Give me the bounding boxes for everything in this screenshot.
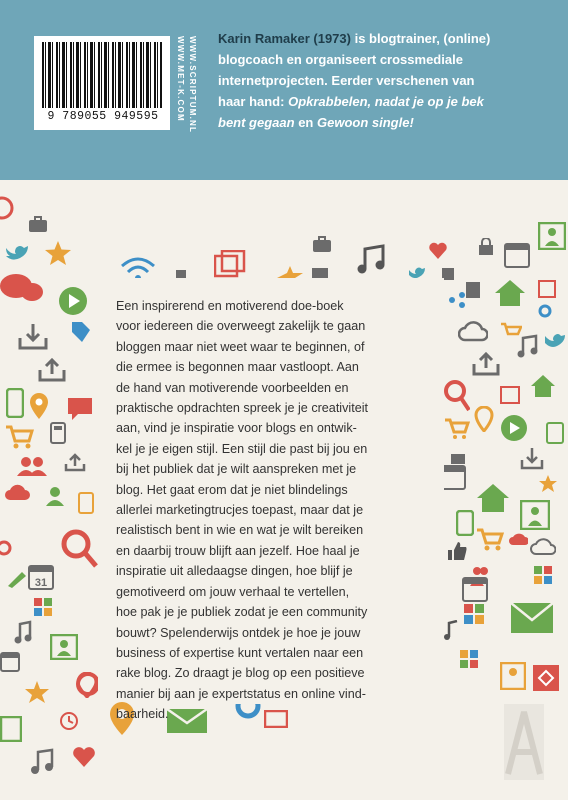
music-note-icon <box>14 620 32 644</box>
apps-grid-3-icon <box>464 604 484 624</box>
magnifier-icon <box>60 528 98 568</box>
blurb-line: business of expertise kunt vertalen naar een <box>116 645 364 660</box>
apps-grid-4-icon <box>460 650 478 668</box>
smartphone-3-icon <box>456 510 474 536</box>
author-name: Karin Ramaker (1973) <box>218 31 351 46</box>
search-icon <box>0 540 16 560</box>
music-note-2-icon <box>30 748 54 774</box>
star-icon <box>44 240 72 266</box>
heart-icon <box>72 746 96 768</box>
map-marker-icon <box>28 392 50 420</box>
upload-icon <box>64 452 86 472</box>
blurb-line: bouwt? Spelenderwijs ontdek je hoe je jouw <box>116 625 361 640</box>
cloud-upload-2-icon <box>508 530 528 548</box>
url-met-k: WWW.MET-K.COM <box>176 36 185 122</box>
blurb-line: de hand van motiverende voorbeelden en <box>116 380 349 395</box>
contact-card-icon <box>78 492 94 514</box>
shopping-cart-icon <box>4 424 34 450</box>
id-badge-icon <box>466 282 480 298</box>
user-icon <box>46 486 64 506</box>
music-note-4-icon <box>516 334 538 358</box>
heart-2-icon <box>428 242 448 260</box>
download-tray-icon <box>18 322 48 350</box>
blurb-line: kel je je eigen stijl. Een stijl die past bij jou en <box>116 441 368 456</box>
calendar-icon <box>28 562 54 590</box>
cart-4-icon <box>476 528 504 552</box>
home-2-icon <box>530 374 556 398</box>
bio-line-1: is blogtrainer, (online) <box>350 31 491 46</box>
share-icon <box>448 292 466 308</box>
envelope-icon <box>510 602 554 634</box>
thumbs-up-icon <box>446 540 468 562</box>
book-title-1-cont: bent gegaan <box>218 115 295 130</box>
photos-icon <box>214 250 246 278</box>
video-3-icon <box>538 222 566 250</box>
speech-bubble-icon <box>66 394 94 422</box>
blurb-line: baarheid. <box>116 707 169 722</box>
location-pin-icon <box>0 196 16 224</box>
blurb-line: en daarbij trouw blijft aan jezelf. Hoe haal je <box>116 543 360 558</box>
author-bio <box>218 28 548 133</box>
blurb-line: voor iedereen die overweegt zakelijk te gaan <box>116 319 366 334</box>
blurb-line: manier bij aan je expertstatus en online vind- <box>116 686 366 701</box>
video-5-icon <box>500 662 526 690</box>
barcode-bars <box>42 42 162 108</box>
calendar-4-icon <box>462 574 488 602</box>
blurb-line: rake blog. Zo draagt je blog op een positieve <box>116 666 365 681</box>
bio-line-3: internetprojecten. Eerder verschenen van <box>218 73 475 88</box>
book-title-1: Opkrabbelen, nadat je op je bek <box>288 94 484 109</box>
bio-connector: en <box>294 115 317 130</box>
video-4-icon <box>520 500 550 530</box>
blurb-line: aan, vind je inspiratie voor blogs en ontwik- <box>116 421 357 436</box>
bio-line-4: haar hand: <box>218 94 289 109</box>
upload-tray-2-icon <box>472 350 500 376</box>
star-4-icon <box>538 474 558 494</box>
smartphone-icon <box>6 388 24 418</box>
isbn-number: 9 789055 949595 <box>47 110 159 123</box>
puzzle-icon <box>532 664 560 692</box>
cart-3-icon <box>444 418 470 440</box>
star-2-icon <box>24 680 50 704</box>
play-button-icon <box>58 286 88 316</box>
blurb-line: bloggen maar niet weet waar te beginnen, of <box>116 339 365 354</box>
lock-icon <box>176 266 186 278</box>
url-scriptum: WWW.SCRIPTUM.NL <box>188 36 197 134</box>
play-button-2-icon <box>500 414 528 442</box>
publisher-urls <box>176 36 202 146</box>
users-icon <box>16 456 48 476</box>
clock-icon <box>60 712 78 730</box>
image-icon <box>538 280 556 298</box>
upload-tray-icon <box>38 356 66 382</box>
calendar-2-icon <box>504 240 530 268</box>
video-2-icon <box>0 716 22 742</box>
map-marker-2-icon <box>474 406 494 432</box>
blurb-line: praktische opdrachten spreek je je creativiteit <box>116 401 369 416</box>
home-3-icon <box>476 482 510 514</box>
cloud-icon <box>458 320 488 344</box>
blurb-line: hoe pak je je publiek zodat je een community <box>116 605 368 620</box>
calculator-icon <box>50 422 66 444</box>
music-note-5-icon <box>444 620 458 640</box>
calendar-small-icon <box>0 650 20 672</box>
smartphone-2-icon <box>546 422 564 444</box>
image-2-icon <box>500 386 520 404</box>
bio-line-2: blogcoach en organiseert crossmediale <box>218 52 463 67</box>
blurb-line: inspiratie uit alledaagse dingen, hoe blijf je <box>116 564 353 579</box>
cloud-upload-icon <box>4 482 30 504</box>
back-cover-blurb <box>116 296 428 725</box>
blurb-line: Een inspirerend en motiverend doe-boek <box>116 299 344 313</box>
blurb-line: realistisch bent in wie en wat je wilt bereiken <box>116 523 364 538</box>
briefcase-icon <box>28 216 48 232</box>
apps-grid-icon <box>34 598 52 616</box>
apps-grid-2-icon <box>534 566 552 584</box>
lock-2-icon <box>478 238 494 256</box>
blurb-line: gemotiveerd om jouw verhaal te vertellen, <box>116 584 350 599</box>
magnifier-2-icon <box>444 380 470 412</box>
barcode <box>34 36 170 130</box>
briefcase-2-icon <box>312 236 332 252</box>
blurb-line: die ermee is begonnen maar vastloopt. Aan <box>116 360 359 375</box>
blurb-line: allerlei marketingtrucjes toepast, maar dat je <box>116 503 364 518</box>
video-icon <box>50 634 78 660</box>
calendar-day-label: 31 <box>34 577 48 589</box>
pencil-icon <box>6 568 28 588</box>
home-icon <box>494 278 526 308</box>
music-note-3-icon <box>356 244 386 274</box>
twitter-bird-icon <box>4 242 30 264</box>
tag-icon <box>70 320 92 344</box>
blurb-line: bij het publiek dat je wilt aanspreken met je <box>116 462 357 477</box>
twitter-bird-2-icon <box>544 332 566 350</box>
watermark-logo <box>500 704 548 780</box>
chat-bubble-icon <box>0 272 44 306</box>
book-title-2: Gewoon single! <box>316 115 414 130</box>
blurb-line: blog. Het gaat erom dat je niet blindelings <box>116 482 348 497</box>
gear-icon <box>538 304 552 318</box>
download-tray-2-icon <box>520 446 544 470</box>
cloud-2-icon <box>530 538 556 556</box>
